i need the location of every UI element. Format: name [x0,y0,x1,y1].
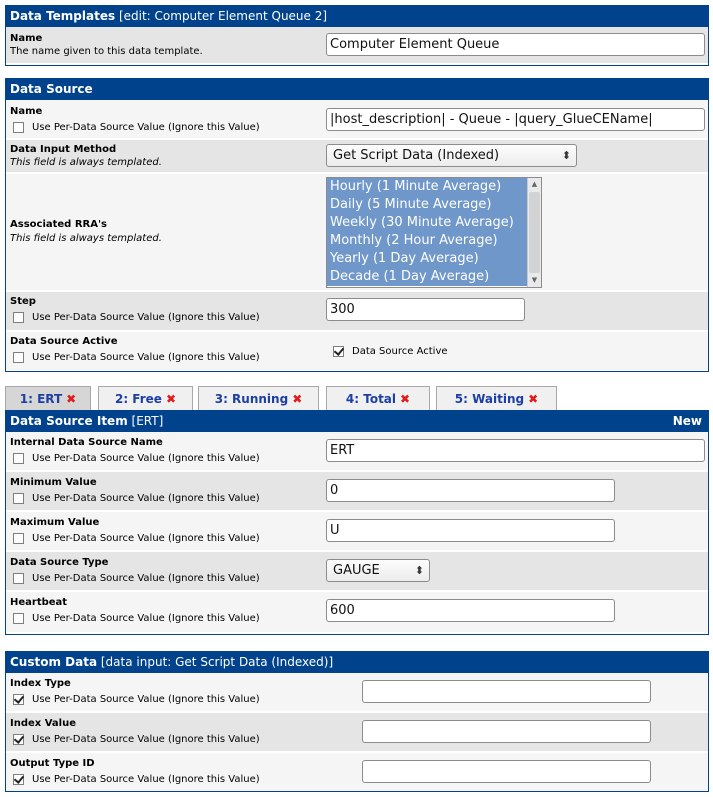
rra-option[interactable]: Decade (1 Day Average) [327,268,541,286]
ds-type-label: Data Source Type [10,557,109,568]
min-value-label: Minimum Value [10,477,97,488]
tab-waiting[interactable] [436,386,557,410]
ds-item-title: Data Source Item [10,414,128,428]
heartbeat-row [6,592,708,632]
checkmark-icon[interactable] [333,346,344,357]
data-source-header [6,79,708,100]
ds-item-header [6,411,708,432]
ds-item-subtitle: [ERT] [131,414,164,428]
step-row [6,292,708,332]
delete-x-icon[interactable]: ✖ [66,392,77,406]
internal-name-per-ds-option[interactable] [13,453,260,464]
scroll-up-icon[interactable]: ▲ [531,180,538,188]
internal-name-per-ds-label: Use Per-Data Source Value (Ignore this Value) [32,453,260,464]
data-templates-title: Data Templates [10,9,116,23]
step-per-ds-checkbox[interactable] [13,312,24,323]
tab-ert[interactable] [5,386,91,410]
tab-label: 3: Running [214,392,289,406]
index-value-label: Index Value [10,718,76,729]
ds-name-per-ds-label: Use Per-Data Source Value (Ignore this Value) [32,122,260,133]
rra-desc: This field is always templated. [10,233,162,244]
max-value-row [6,512,708,552]
template-name-desc: The name given to this data template. [10,46,203,57]
rra-option[interactable]: Monthly (2 Hour Average) [327,232,541,250]
min-per-ds-checkbox[interactable] [13,493,24,504]
data-source-panel [5,78,709,372]
delete-x-icon[interactable]: ✖ [400,392,411,406]
checkmark-icon[interactable] [13,694,24,705]
index-type-row [6,673,708,713]
tab-running[interactable] [198,386,319,410]
min-value-row [6,472,708,512]
ds-name-row [6,100,708,140]
template-name-label: Name [10,33,43,44]
tab-label: 4: Total [345,392,397,406]
index-value-row [6,713,708,753]
max-value-label: Maximum Value [10,517,100,528]
active-per-ds-checkbox[interactable] [13,352,24,363]
heartbeat-per-ds-label: Use Per-Data Source Value (Ignore this Value) [32,613,260,624]
rra-option[interactable]: Yearly (1 Day Average) [327,250,541,268]
input-method-select[interactable] [326,144,577,167]
up-down-arrow-icon: ⬍ [561,149,571,162]
active-label: Data Source Active [10,336,118,347]
index-type-per-ds-label: Use Per-Data Source Value (Ignore this Value) [32,694,260,705]
heartbeat-input[interactable]: 600 [326,599,615,622]
ds-type-per-ds-label: Use Per-Data Source Value (Ignore this Value) [32,573,260,584]
rra-row [6,174,708,292]
ds-type-value: GAUGE [333,563,380,578]
rra-label: Associated RRA's [10,219,107,230]
custom-data-title: Custom Data [10,655,98,669]
output-type-row [6,753,708,791]
internal-name-per-ds-checkbox[interactable] [13,453,24,464]
active-per-ds-option[interactable] [13,352,260,363]
output-type-per-ds-option[interactable] [13,774,260,785]
ds-name-input[interactable]: |host_description| - Queue - |query_GlueCEName| [326,108,705,131]
scroll-thumb[interactable] [529,192,540,273]
tab-label: 5: Waiting [454,392,525,406]
index-value-per-ds-label: Use Per-Data Source Value (Ignore this Value) [32,734,260,745]
up-down-arrow-icon: ⬍ [414,564,424,577]
step-input[interactable]: 300 [326,298,525,321]
step-per-ds-option[interactable] [13,312,260,323]
index-value-input[interactable] [362,720,651,743]
max-per-ds-option[interactable] [13,533,260,544]
template-name-input[interactable]: Computer Element Queue [326,33,705,56]
rra-option[interactable]: Daily (5 Minute Average) [327,196,541,214]
input-method-label: Data Input Method [10,144,117,155]
ds-type-select[interactable] [326,559,430,582]
ds-type-per-ds-option[interactable] [13,573,260,584]
rra-option[interactable]: Weekly (30 Minute Average) [327,214,541,232]
ds-active-checkbox-label: Data Source Active [352,346,448,357]
data-templates-subtitle: [edit: Computer Element Queue 2] [118,9,328,23]
step-label: Step [10,296,36,307]
rra-scrollbar[interactable] [527,178,541,287]
active-per-ds-label: Use Per-Data Source Value (Ignore this Value) [32,352,260,363]
heartbeat-per-ds-checkbox[interactable] [13,613,24,624]
ds-active-option[interactable] [333,346,448,357]
delete-x-icon[interactable]: ✖ [165,392,176,406]
internal-name-input[interactable]: ERT [326,439,705,462]
tab-total[interactable] [326,386,430,410]
delete-x-icon[interactable]: ✖ [292,392,303,406]
ds-name-per-ds-checkbox[interactable] [13,122,24,133]
max-value-input[interactable]: U [326,519,615,542]
custom-data-header [6,652,708,673]
internal-name-row [6,432,708,472]
tab-free[interactable] [98,386,193,410]
checkmark-icon[interactable] [13,734,24,745]
data-source-item-panel [5,410,709,635]
ds-item-new-link[interactable]: New [672,414,702,428]
tab-label: 1: ERT [19,392,63,406]
data-templates-panel [5,5,709,66]
input-method-row [6,140,708,174]
index-type-label: Index Type [10,678,71,689]
checkmark-icon[interactable] [13,774,24,785]
ds-type-per-ds-checkbox[interactable] [13,573,24,584]
input-method-desc: This field is always templated. [10,157,162,168]
scroll-down-icon[interactable]: ▼ [531,276,538,284]
min-value-input[interactable]: 0 [326,479,615,502]
template-name-row [6,27,708,65]
ds-name-per-ds-option[interactable] [13,122,260,133]
rra-option[interactable]: Hourly (1 Minute Average) [327,178,541,196]
data-templates-header [6,6,708,27]
max-per-ds-checkbox[interactable] [13,533,24,544]
index-value-per-ds-option[interactable] [13,734,260,745]
ds-name-label: Name [10,106,43,117]
custom-data-panel [5,651,709,792]
input-method-value: Get Script Data (Indexed) [333,148,500,163]
heartbeat-per-ds-option[interactable] [13,613,260,624]
ds-type-row [6,552,708,592]
delete-x-icon[interactable]: ✖ [528,392,539,406]
output-type-input[interactable] [362,760,651,783]
min-per-ds-option[interactable] [13,493,260,504]
tab-label: 2: Free [114,392,162,406]
active-row [6,332,708,370]
internal-name-label: Internal Data Source Name [10,437,163,448]
custom-data-subtitle: [data input: Get Script Data (Indexed)] [100,655,334,669]
output-type-per-ds-label: Use Per-Data Source Value (Ignore this Value) [32,774,260,785]
rra-listbox[interactable] [326,177,542,288]
output-type-label: Output Type ID [10,758,95,769]
index-type-per-ds-option[interactable] [13,694,260,705]
heartbeat-label: Heartbeat [10,597,68,608]
max-per-ds-label: Use Per-Data Source Value (Ignore this Value) [32,533,260,544]
index-type-input[interactable] [362,680,651,703]
step-per-ds-label: Use Per-Data Source Value (Ignore this Value) [32,312,260,323]
min-per-ds-label: Use Per-Data Source Value (Ignore this Value) [32,493,260,504]
data-source-title: Data Source [10,82,93,96]
